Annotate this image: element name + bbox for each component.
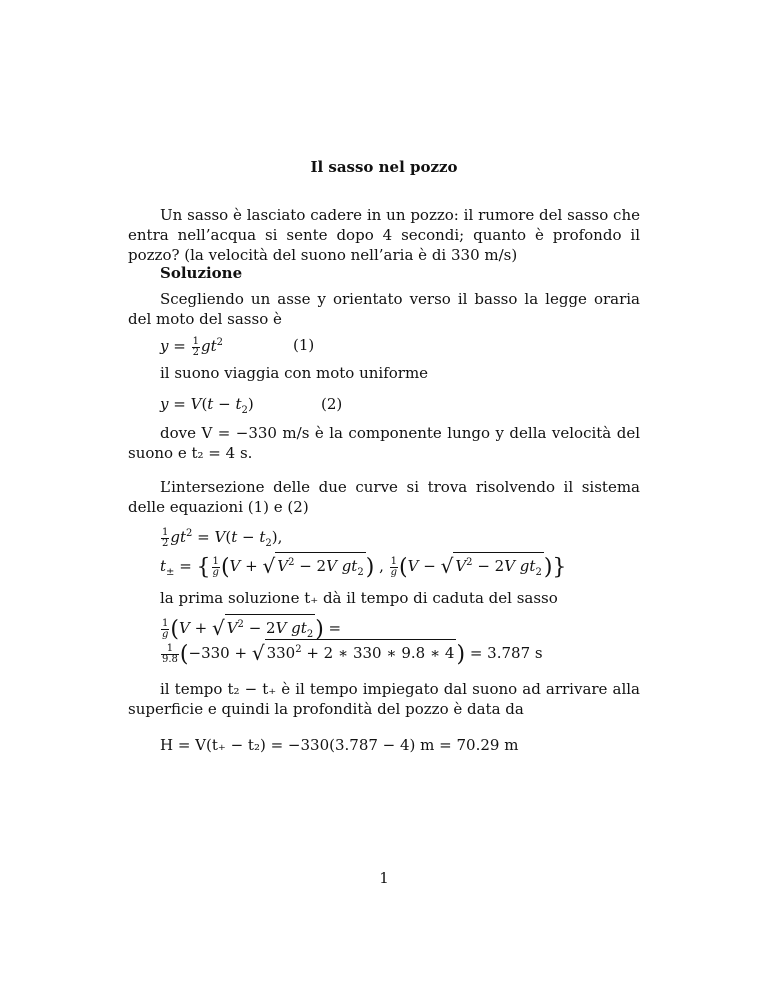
- time-paragraph: il tempo t₂ − t₊ è il tempo impiegato dal suono ad arrivare alla superficie e quindi la profondità del pozzo è data da: [128, 680, 640, 718]
- page-number: 1: [379, 869, 389, 887]
- equation-1: y = $\frac{1}{2}$ $gt^2$: [160, 335, 223, 358]
- equation-2: $y = V(t - t_2)$: [160, 395, 254, 416]
- equation-2-label: (2): [321, 395, 343, 413]
- equation-1-label: (1): [293, 336, 315, 354]
- where-paragraph: dove V = −330 m/s è la componente lungo y della velocità del suono e t₂ = 4 s.: [128, 424, 640, 462]
- intro-paragraph: Scegliendo un asse y orientato verso il basso la legge oraria del moto del sasso è: [128, 290, 640, 328]
- depth-equation: H = V(t₊ − t₂) = −330(3.787 − 4) m = 70.29 m: [160, 736, 519, 754]
- solution-heading: Soluzione: [160, 264, 243, 282]
- system-equation: $\frac{1}{2}$ $gt^2 = V(t - t_2)$,: [162, 526, 283, 549]
- numeric-evaluation: $\frac{1}{9.8}$ (−330 + √ $330^2 + 2$ ∗ 330 ∗ 9.8 ∗ 4) = 3.787 s: [162, 641, 543, 667]
- problem-statement: Un sasso è lasciato cadere in un pozzo: il rumore del sasso che entra nell’acqua si sente dopo 4 secondi; quanto è profondo il pozzo? (la velocità del suono nell’aria è di 330 m/s): [128, 206, 640, 264]
- intersection-paragraph: L’intersezione delle due curve si trova risolvendo il sistema delle equazioni (1) e (2): [128, 478, 640, 516]
- solutions-equation: $t_\pm$ = { $\frac{1}{g}$ (V + √ $V^2 - 2V$ $gt_2$) , $\frac{1}{g}$ (V − √ $V^2 - 2V$ $gt_2$)}: [160, 552, 566, 583]
- t-plus-expression: $\frac{1}{g}$ (V + √ $V^2 - 2V$ $gt_2$) =: [160, 614, 341, 645]
- page-title: Il sasso nel pozzo: [310, 158, 458, 176]
- numeric-result: = 3.787 s: [469, 644, 543, 662]
- sound-paragraph: il suono viaggia con moto uniforme: [160, 364, 429, 382]
- first-solution-paragraph: la prima soluzione t₊ dà il tempo di caduta del sasso: [160, 589, 558, 607]
